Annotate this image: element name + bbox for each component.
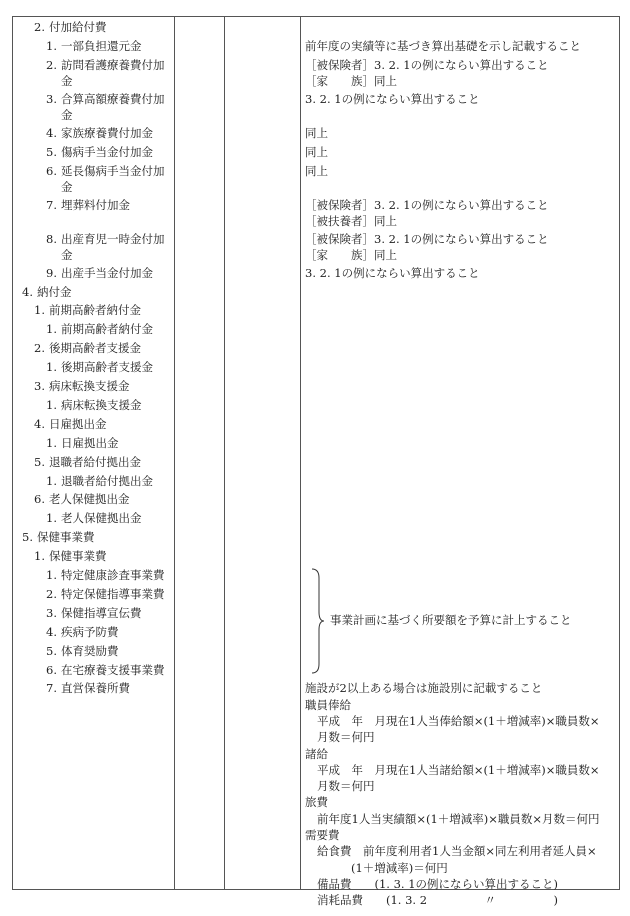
note-line: 前年度1人当実績額×(1＋増減率)×職員数×月数＝何円 (317, 811, 600, 826)
note-line: 月数＝何円 (317, 730, 375, 745)
calc-note (305, 143, 617, 162)
item-number: 3. (34, 379, 45, 393)
item-label (13, 679, 173, 698)
item-name: 家族療養費付加金 (61, 125, 153, 140)
item-label (13, 566, 173, 585)
table-row (13, 37, 619, 56)
note-line: 月数＝何円 (317, 779, 375, 794)
table-row (13, 528, 619, 547)
table-row (13, 230, 619, 264)
item-label (13, 18, 173, 37)
item-label (13, 90, 173, 123)
item-name: 納付金 (37, 284, 72, 299)
item-name: 退職者給付拠出金 (61, 473, 153, 488)
item-name: 一部負担還元金 (61, 38, 142, 53)
table-row (13, 490, 619, 509)
item-number: 6. (34, 492, 45, 507)
table-row (13, 90, 619, 124)
item-label (13, 358, 173, 377)
facility-notes (305, 680, 617, 908)
item-number: 6. (46, 163, 57, 178)
table-row (13, 453, 619, 472)
table-row (13, 264, 619, 283)
table-row (13, 301, 619, 320)
calc-note (305, 56, 617, 89)
item-number: 1. (46, 360, 57, 375)
item-name: 体育奨励費 (61, 643, 119, 658)
table-row (13, 56, 619, 90)
item-name: 在宅療養支援事業費 (61, 662, 165, 677)
item-name: 延長傷病手当金付加金 (61, 163, 165, 194)
table-row (13, 509, 619, 528)
note-line: 職員俸給 (305, 697, 351, 712)
item-label (13, 623, 173, 642)
item-label (13, 472, 173, 491)
item-number: 5. (46, 144, 57, 159)
item-label (13, 490, 173, 509)
calc-note (305, 264, 617, 283)
item-name: 合算高額療養費付加金 (61, 91, 165, 122)
item-number: 2. (46, 586, 57, 601)
item-name: 出産手当金付加金 (61, 265, 153, 280)
note-line: ［被保険者］3. 2. 1の例にならい算出すること (305, 197, 549, 212)
item-label (13, 143, 173, 162)
item-number: 1. (46, 568, 57, 582)
item-number: 1. (46, 435, 57, 450)
table-row (13, 143, 619, 162)
note-line: 需要費 (305, 828, 340, 843)
note-line: 平成 年 月現在1人当俸給額×(1＋増減率)×職員数× (317, 713, 600, 728)
item-label (13, 377, 173, 396)
item-number: 5. (22, 530, 33, 545)
item-name: 日雇拠出金 (49, 416, 107, 431)
table-row (13, 434, 619, 453)
item-number: 9. (46, 265, 57, 280)
note-line: 消耗品費 (1. 3. 2 〃 ) (317, 893, 559, 908)
item-name: 保健指導宣伝費 (61, 605, 142, 620)
item-number: 1. (46, 511, 57, 526)
item-label (13, 642, 173, 661)
item-number: 4. (46, 624, 57, 639)
item-number: 4. (46, 125, 57, 140)
table-row (13, 679, 619, 908)
item-label (13, 604, 173, 623)
item-label (13, 283, 173, 302)
item-label (13, 415, 173, 434)
note-line: 同上 (305, 125, 328, 140)
note-line: ［家 族］同上 (305, 73, 397, 88)
bracket-note: 事業計画に基づく所要額を予算に計上すること (330, 613, 572, 627)
item-label (13, 301, 173, 320)
item-number: 2. (34, 341, 45, 356)
table-row (13, 358, 619, 377)
item-number: 1. (46, 473, 57, 488)
item-label (13, 124, 173, 143)
item-name: 埋葬料付加金 (61, 197, 130, 212)
item-name: 直営保養所費 (61, 681, 130, 696)
item-name: 退職者給付拠出金 (49, 454, 141, 469)
item-number: 1. (34, 549, 45, 564)
note-line: ［被扶養者］同上 (305, 213, 397, 228)
note-line: ［被保険者］3. 2. 1の例にならい算出すること (305, 57, 549, 72)
note-line: ［家 族］同上 (305, 247, 397, 262)
calc-note (305, 230, 617, 263)
table-row (13, 320, 619, 339)
item-number: 1. (46, 322, 57, 337)
item-number: 3. (46, 91, 57, 106)
item-number: 1. (46, 397, 57, 412)
note-line: 施設が2以上ある場合は施設別に記載すること (305, 681, 543, 696)
item-label (13, 453, 173, 472)
item-label (13, 264, 173, 283)
item-name: 特定健康診査事業費 (61, 568, 165, 582)
calc-note (305, 37, 617, 56)
calc-note (305, 124, 617, 143)
item-name: 病床転換支援金 (49, 379, 130, 393)
item-label (13, 509, 173, 528)
table-row (13, 339, 619, 358)
table-row (13, 283, 619, 302)
right-brace-icon (311, 568, 325, 674)
item-number: 6. (46, 662, 57, 677)
item-label (13, 37, 173, 56)
note-line: 諸給 (305, 746, 328, 761)
note-line: 3. 2. 1の例にならい算出すること (305, 91, 480, 106)
note-line: 備品費 (1. 3. 1の例にならい算出すること) (317, 876, 559, 891)
note-line: 旅費 (305, 795, 328, 810)
item-label (13, 196, 173, 213)
calc-note (305, 90, 617, 107)
item-label (13, 230, 173, 263)
item-name: 特定保健指導事業費 (61, 586, 165, 601)
table-row (13, 124, 619, 143)
note-line: 3. 2. 1の例にならい算出すること (305, 265, 480, 280)
table-row (13, 396, 619, 415)
item-name: 日雇拠出金 (61, 435, 119, 450)
item-name: 老人保健拠出金 (61, 511, 142, 526)
table-row (13, 415, 619, 434)
note-line: 前年度の実績等に基づき算出基礎を示し記載すること (305, 38, 581, 53)
item-name: 病床転換支援金 (61, 397, 142, 412)
item-number: 1. (34, 303, 45, 318)
item-label (13, 339, 173, 358)
item-name: 前期高齢者納付金 (61, 322, 153, 337)
item-label (13, 585, 173, 604)
item-name: 疾病予防費 (61, 624, 119, 639)
item-label (13, 547, 173, 566)
item-label (13, 661, 173, 680)
item-name: 老人保健拠出金 (49, 492, 130, 507)
item-label (13, 320, 173, 339)
item-number: 2. (34, 20, 45, 34)
item-name: 前期高齢者納付金 (49, 303, 141, 318)
item-name: 後期高齢者支援金 (61, 360, 153, 375)
item-name: 傷病手当金付加金 (61, 144, 153, 159)
item-label (13, 528, 173, 547)
item-number: 3. (46, 605, 57, 620)
item-label (13, 434, 173, 453)
item-label (13, 162, 173, 195)
note-line: ［被保険者］3. 2. 1の例にならい算出すること (305, 231, 549, 246)
item-number: 5. (46, 643, 57, 658)
note-line: 平成 年 月現在1人当諸給額×(1＋増減率)×職員数× (317, 762, 600, 777)
note-line: 同上 (305, 144, 328, 159)
calc-note (305, 162, 617, 179)
item-number: 5. (34, 454, 45, 469)
table-row (13, 377, 619, 396)
table-row (13, 18, 619, 37)
table-row (13, 196, 619, 230)
item-label (13, 396, 173, 415)
note-line: 給食費 前年度利用者1人当金額×同左利用者延人員× (317, 844, 597, 859)
item-name: 後期高齢者支援金 (49, 341, 141, 356)
table-row (13, 547, 619, 566)
item-name: 保健事業費 (49, 549, 107, 564)
item-name: 出産育児一時金付加金 (61, 231, 165, 262)
item-number: 2. (46, 57, 57, 72)
item-number: 7. (46, 681, 57, 696)
item-number: 4. (22, 284, 33, 299)
note-line: 同上 (305, 163, 328, 178)
item-number: 8. (46, 231, 57, 246)
item-number: 1. (46, 38, 57, 53)
item-name: 保健事業費 (37, 530, 95, 545)
table-row (13, 162, 619, 196)
calc-note (305, 196, 617, 229)
item-label (13, 56, 173, 89)
item-name: 付加給付費 (49, 20, 107, 34)
item-name: 訪問看護療養費付加金 (61, 57, 165, 88)
note-line: (1＋増減率)＝何円 (351, 860, 448, 875)
item-number: 7. (46, 197, 57, 212)
budget-table (12, 16, 620, 908)
item-number: 4. (34, 416, 45, 431)
table-row (13, 472, 619, 491)
